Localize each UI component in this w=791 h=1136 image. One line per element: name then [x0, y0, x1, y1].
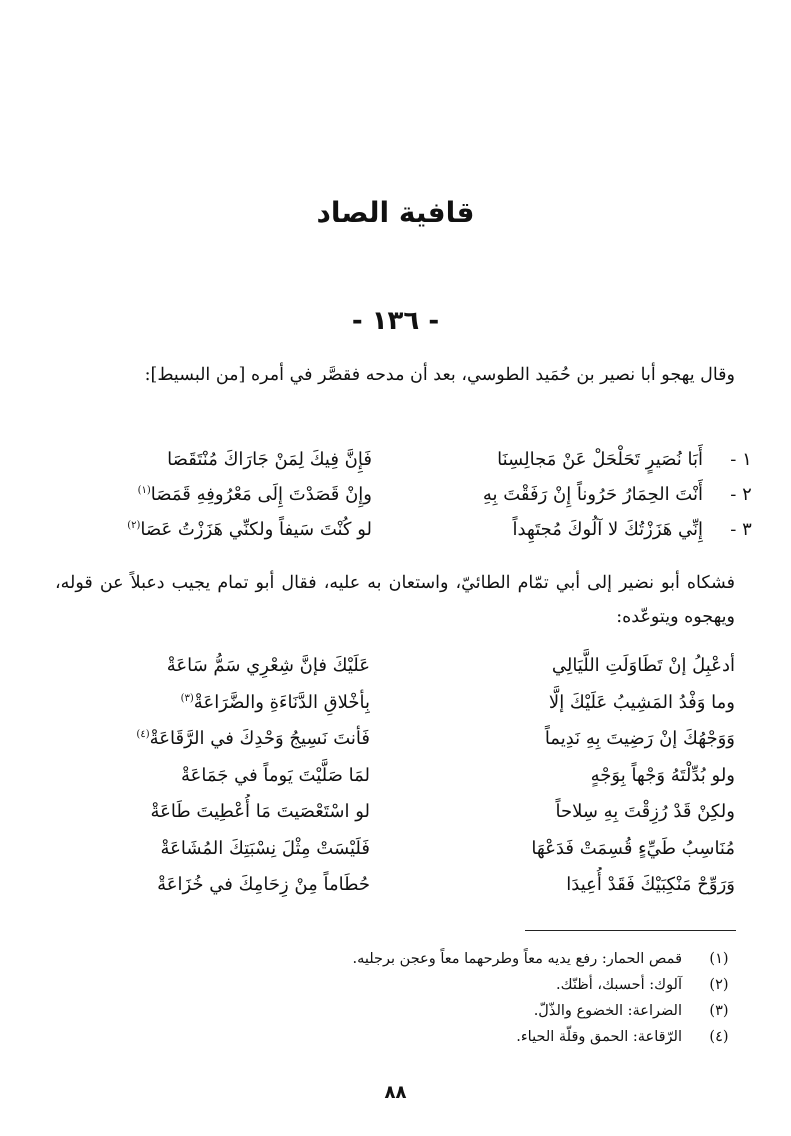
verse-first-hemistich: وَوَجْهُكَ إنْ رَضِيتَ بِهِ نَدِيماً	[544, 728, 735, 749]
intro-paragraph-2: فشكاه أبو نضير إلى أبي تمّام الطائيّ، واستعان به عليه، فقال أبو تمام يجيب دعبلاً عن قوله، ويهجوه ويتوعّده:	[55, 573, 735, 627]
footnote-reference[interactable]: (٣)	[180, 692, 194, 704]
footnote	[56, 998, 736, 1024]
verse-number: ٢ -	[730, 484, 752, 505]
footnotes-list	[56, 946, 736, 1050]
verse-second-hemistich: عَلَيْكَ فإنَّ شِعْرِي سَمُّ سَاعَةْ	[166, 655, 370, 676]
footnote-text: آلوك: أحسبك، أظنّك.	[556, 977, 682, 993]
verse-second-hemistich: فَلَيْسَتْ مِثْلَ نِسْبَتِكَ المُشَاعَةْ	[160, 837, 370, 859]
verse-number: ١ -	[730, 449, 752, 470]
verse-line	[40, 648, 755, 685]
footnote-number: (٤)	[709, 1029, 729, 1045]
verse-line	[40, 512, 755, 547]
verse-second-hemistich: حُطَاماً مِنْ زِحَامِكَ في خُزَاعَةْ	[157, 874, 370, 895]
verse-line	[40, 442, 755, 477]
intro-paragraph-1: وقال يهجو أبا نصير بن حُمَيد الطوسي، بعد أن مدحه فقصَّر في أمره [من البسيط]:	[144, 365, 735, 385]
verse-first-hemistich: ولو بُدِّلْتَهُ وَجْهاً بِوَجْهٍ	[590, 764, 735, 786]
verse-line	[40, 721, 755, 758]
verse-line	[40, 685, 755, 722]
verse-first-hemistich: ولكِنْ قَدْ رُزِقْتَ بِهِ سِلاحاً	[555, 801, 735, 822]
footnote-reference[interactable]: (١)	[137, 485, 151, 496]
footnote-number: (١)	[709, 951, 729, 967]
verse-line	[40, 867, 755, 904]
footnote	[56, 1024, 736, 1050]
verse-line	[40, 794, 755, 831]
footnote-separator	[525, 930, 736, 931]
section-title: قافية الصاد	[316, 196, 475, 229]
footnote-number: (٣)	[709, 1003, 729, 1019]
footnote-text: الرّقاعة: الحمق وقلّة الحياء.	[516, 1029, 682, 1045]
verse-number: ٣ -	[730, 519, 752, 540]
verse-first-hemistich: وما وَفْدُ المَشِيبُ عَلَيْكَ إلَّا	[548, 691, 735, 713]
verse-second-hemistich: لو اسْتَعْصَيتَ مَا أُعْطِيتَ طَاعَةْ	[150, 801, 370, 822]
verse-first-hemistich: أَبَا نُصَيرٍ تَحَلْحَلْ عَنْ مَجالِسِنَا	[497, 449, 703, 470]
verse-first-hemistich: أدعْبِلُ إنْ تَطَاوَلَتِ اللَّيَالِي	[551, 655, 735, 676]
verse-second-hemistich: لمَا صَلَّيْتَ يَوماً في جَمَاعَةْ	[180, 764, 370, 786]
verse-first-hemistich: وَرَوِّحْ مَنْكِبَيْكَ فَقَدْ أُعِيدَا	[566, 874, 735, 895]
verse-first-hemistich: أَنْتَ الحِمَارُ حَرُوناً إِنْ رَفَقْتَ بِهِ	[482, 484, 703, 505]
poem-number: - ١٣٦ -	[351, 306, 440, 336]
verse-second-hemistich: بِأخْلاقِ الدَّنَاءَةِ والضَّرَاعَةْ$^{(٣)}$	[180, 691, 370, 713]
verse-line	[40, 758, 755, 795]
footnote-text: قمص الحمار: رفع يديه معاً وطرحهما معاً وعجن برجليه.	[352, 951, 682, 967]
footnote-text: الضراعة: الخضوع والذّلّ.	[533, 1003, 682, 1019]
footnote-number: (٢)	[709, 977, 729, 993]
footnote	[56, 946, 736, 972]
verse-second-hemistich: فَإِنَّ فِيكَ لِمَنْ جَارَاكَ مُنْتَقَصَا	[167, 449, 372, 470]
verse-second-hemistich: فَأنتَ نَسِيجُ وَحْدِكَ في الرَّقَاعَةْ$^{(٤)}$	[136, 728, 370, 749]
footnote-reference[interactable]: (٢)	[127, 520, 141, 531]
page-number: ٨٨	[384, 1082, 407, 1103]
verse-second-hemistich: لو كُنْتَ سَيفاً ولكنِّي هَزَزْتُ عَصَا$^{(٢)}$	[127, 519, 372, 540]
verse-first-hemistich: مُنَاسِبُ طَيِّءٍ قُسِمَتْ فَدَعْهَا	[531, 837, 735, 859]
footnote	[56, 972, 736, 998]
verse-first-hemistich: إِنِّي هَزَزْتُكَ لا آلُوكَ مُجتَهِداً	[512, 519, 703, 540]
verse-line	[40, 477, 755, 512]
poem-2-verses	[40, 648, 755, 904]
poem-1-verses	[40, 442, 755, 547]
footnote-reference[interactable]: (٤)	[136, 729, 150, 740]
verse-second-hemistich: وإِنْ قَصَدْتَ إِلَى مَعْرُوفِهِ قَمَصَا$^{(١)}$	[137, 484, 372, 505]
verse-line	[40, 831, 755, 868]
